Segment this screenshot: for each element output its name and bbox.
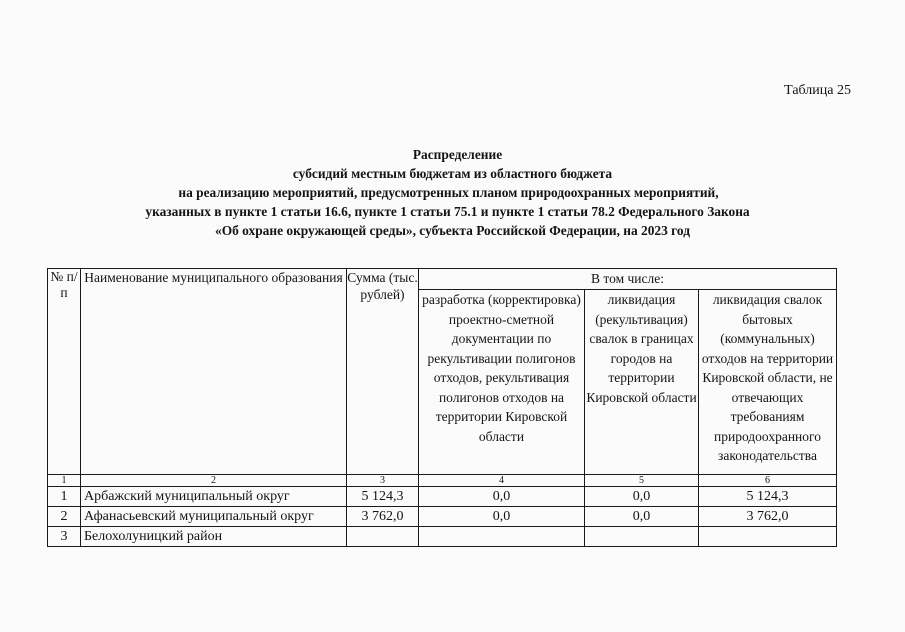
title-line: указанных в пункте 1 статьи 16.6, пункте 1 статьи 75.1 и пункте 1 статьи 78.2 Федерального Закона	[145, 204, 750, 219]
table-row	[48, 527, 837, 547]
row-name: Арбажский муниципальный округ	[81, 487, 347, 507]
column-number: 4	[419, 475, 585, 487]
row-sum	[347, 527, 419, 547]
row-name: Афанасьевский муниципальный округ	[81, 507, 347, 527]
header-col-b: ликвидация (рекультивация) свалок в границах городов на территории Кировской области	[585, 290, 699, 475]
header-name: Наименование муниципального образования	[84, 270, 343, 285]
header-sum: Сумма (тыс. рублей)	[347, 270, 418, 302]
header-group: В том числе:	[419, 269, 837, 290]
header-col-c: ликвидация свалок бытовых (коммунальных) отходов на территории Кировской области, не отвечающих требованиям природоохранного законодательства	[699, 290, 837, 475]
row-num: 2	[48, 507, 81, 527]
column-number: 5	[585, 475, 699, 487]
row-col-c: 5 124,3	[699, 487, 837, 507]
row-col-a: 0,0	[419, 507, 585, 527]
row-col-a	[419, 527, 585, 547]
row-col-b: 0,0	[585, 507, 699, 527]
row-col-c: 3 762,0	[699, 507, 837, 527]
row-col-a: 0,0	[419, 487, 585, 507]
title-line: субсидий местным бюджетам из областного бюджета	[292, 166, 613, 181]
title-line: Распределение	[412, 147, 503, 162]
column-number: 1	[48, 475, 81, 487]
row-sum: 5 124,3	[347, 487, 419, 507]
row-col-b	[585, 527, 699, 547]
header-num: № п/п	[50, 269, 78, 300]
row-col-c	[699, 527, 837, 547]
row-name: Белохолуницкий район	[81, 527, 347, 547]
column-number: 3	[347, 475, 419, 487]
column-number: 2	[81, 475, 347, 487]
column-number: 6	[699, 475, 837, 487]
row-sum: 3 762,0	[347, 507, 419, 527]
header-row	[48, 269, 837, 290]
row-num: 1	[48, 487, 81, 507]
header-name-cell	[81, 269, 347, 475]
table-row	[48, 487, 837, 507]
row-col-b: 0,0	[585, 487, 699, 507]
title-line: на реализацию мероприятий, предусмотренных планом природоохранных мероприятий,	[178, 185, 719, 200]
subsidy-table	[47, 268, 837, 547]
table-number-label: Таблица 25	[784, 83, 851, 98]
row-num: 3	[48, 527, 81, 547]
header-col-a: разработка (корректировка) проектно-сметной документации по рекультивации полигонов отходов, рекультивация полигонов отходов на территории Кировской области	[419, 290, 585, 475]
column-number-row	[48, 475, 837, 487]
header-sum-cell	[347, 269, 419, 475]
header-num-cell	[48, 269, 81, 475]
table-row	[48, 507, 837, 527]
document-title	[0, 145, 905, 240]
title-line: «Об охране окружающей среды», субъекта Российской Федерации, на 2023 год	[215, 223, 690, 238]
